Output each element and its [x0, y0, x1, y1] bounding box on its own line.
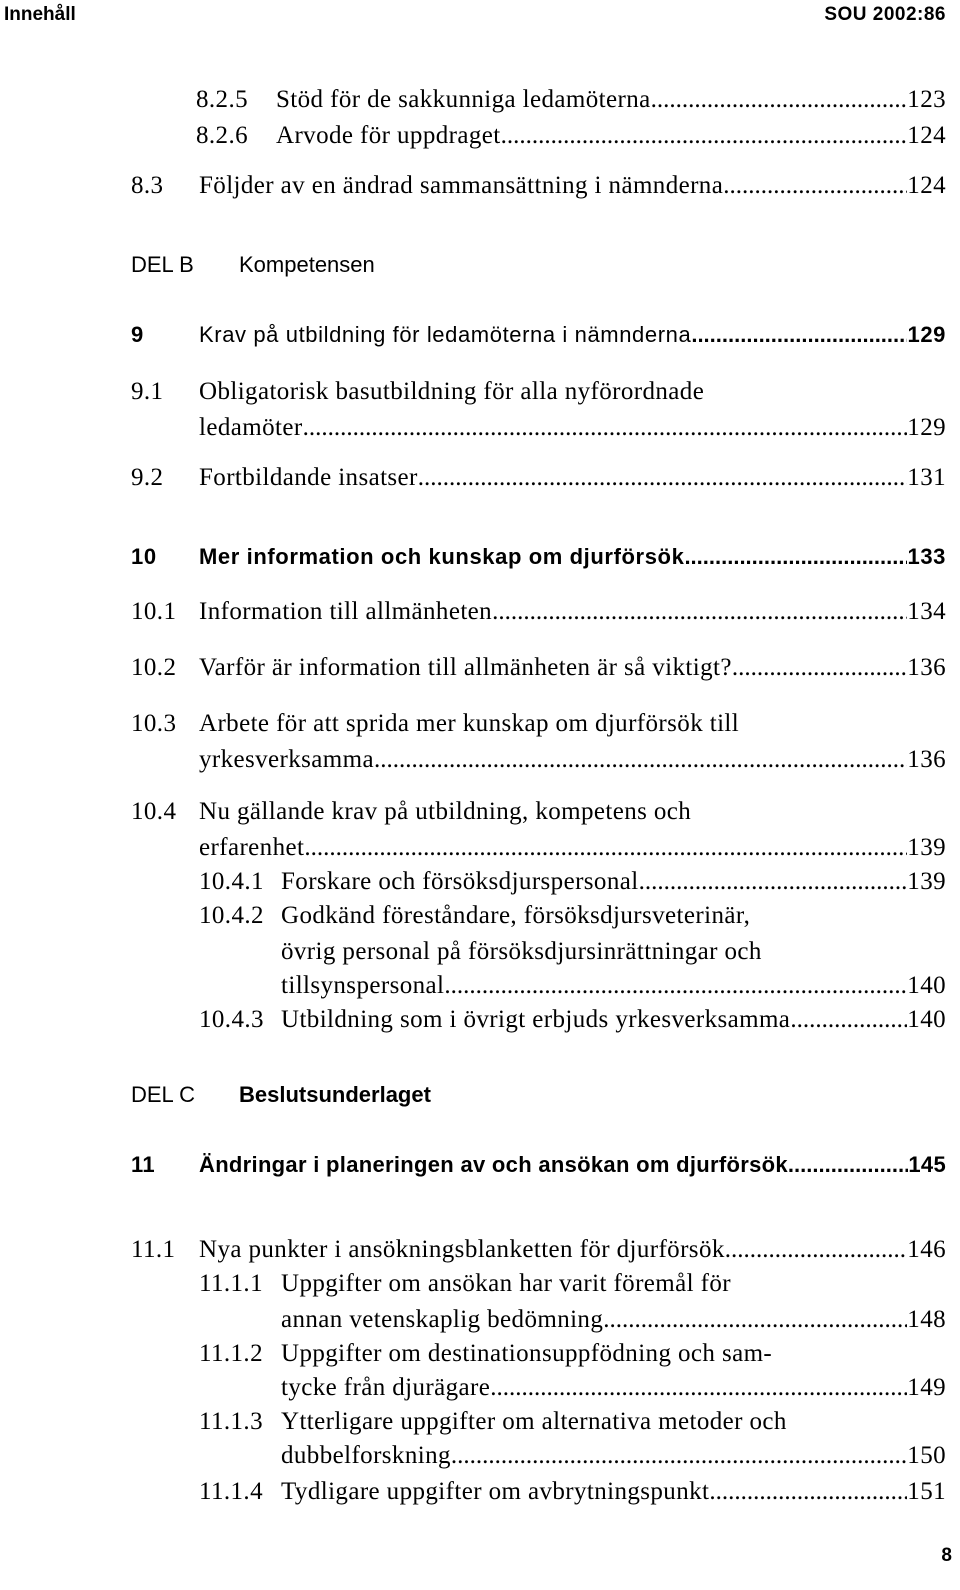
toc-entry-9-2[interactable]: [131, 464, 946, 492]
toc-number: 9.1: [131, 378, 164, 405]
toc-page: 136: [907, 654, 946, 681]
part-title: Beslutsunderlaget: [239, 1082, 431, 1107]
toc-title: Ytterligare uppgifter om alternativa metoder och: [281, 1408, 787, 1435]
toc-page: 129: [907, 322, 946, 347]
toc-entry-10-4-cont[interactable]: [199, 834, 946, 862]
toc-number: 10.4.2: [199, 902, 264, 929]
toc-entry-10-3-cont[interactable]: [199, 746, 946, 774]
toc-leader: [501, 122, 908, 150]
toc-page: 123: [907, 86, 946, 113]
toc-entry-8-2-6[interactable]: [196, 122, 946, 150]
toc-number: 9.2: [131, 464, 164, 491]
toc-number: 11.1.4: [199, 1478, 263, 1505]
toc-entry-10-4-2[interactable]: [199, 902, 750, 930]
part-heading-b: [131, 252, 375, 278]
toc-title: Information till allmänheten: [199, 598, 493, 625]
toc-title: Krav på utbildning för ledamöterna i nämnderna: [199, 322, 692, 347]
toc-title: Uppgifter om destinationsuppfödning och sam-: [281, 1340, 773, 1367]
toc-page: 148: [907, 1306, 946, 1333]
toc-leader: [709, 1478, 907, 1506]
toc-number: 10.3: [131, 710, 177, 737]
toc-leader: [451, 1442, 907, 1470]
toc-leader: [684, 544, 907, 570]
toc-leader: [490, 1374, 907, 1402]
toc-page: 131: [907, 464, 946, 491]
toc-leader: [304, 834, 907, 862]
toc-title-continued: dubbelforskning: [281, 1442, 451, 1469]
part-heading-c: [131, 1082, 431, 1108]
toc-title: Varför är information till allmänheten är så viktigt?: [199, 654, 732, 681]
part-label: DEL C: [131, 1082, 195, 1107]
toc-leader: [723, 172, 907, 200]
toc-leader: [492, 598, 907, 626]
toc-page: 149: [907, 1374, 946, 1401]
toc-title: Mer information och kunskap om djurförsök: [199, 544, 685, 569]
toc-page: 151: [907, 1478, 946, 1505]
toc-title: Forskare och försöksdjurspersonal: [281, 868, 639, 895]
toc-title: Arbete för att sprida mer kunskap om djurförsök till: [199, 710, 740, 737]
toc-leader: [418, 464, 908, 492]
toc-leader: [790, 1006, 907, 1034]
toc-page: 129: [907, 414, 946, 441]
toc-title: Stöd för de sakkunniga ledamöterna: [276, 86, 651, 113]
toc-entry-11-1-4[interactable]: [199, 1478, 946, 1506]
toc-page: 139: [907, 834, 946, 861]
toc-title: Arvode för uppdraget: [276, 122, 501, 149]
toc-entry-10-4[interactable]: [131, 798, 691, 826]
toc-leader: [788, 1152, 908, 1178]
toc-entry-10-2[interactable]: [131, 654, 946, 682]
toc-title: Följder av en ändrad sammansättning i nämnderna: [199, 172, 724, 199]
toc-number: 8.2.6: [196, 122, 248, 149]
toc-page: 134: [907, 598, 946, 625]
toc-chapter-11[interactable]: [131, 1152, 946, 1178]
toc-leader: [732, 654, 907, 682]
toc-title: Godkänd föreståndare, försöksdjursveterinär,: [281, 902, 751, 929]
toc-page: 140: [907, 972, 946, 999]
toc-page: 124: [907, 122, 946, 149]
toc-entry-10-1[interactable]: [131, 598, 946, 626]
toc-title: Fortbildande insatser: [199, 464, 418, 491]
page-number: 8: [941, 1545, 952, 1566]
toc-title-continued: yrkesverksamma: [199, 746, 374, 773]
toc-entry-10-4-1[interactable]: [199, 868, 946, 896]
toc-number: 11.1: [131, 1236, 176, 1263]
toc-number: 8.3: [131, 172, 164, 199]
toc-leader: [651, 86, 908, 114]
toc-number: 11.1.1: [199, 1270, 263, 1297]
toc-entry-9-1[interactable]: [131, 378, 704, 406]
toc-chapter-9[interactable]: [131, 322, 946, 348]
toc-page: 133: [907, 544, 946, 569]
toc-number: 10.4: [131, 798, 177, 825]
part-label: DEL B: [131, 252, 194, 277]
toc-number: 9: [131, 322, 144, 347]
toc-entry-10-3[interactable]: [131, 710, 739, 738]
toc-title: Utbildning som i övrigt erbjuds yrkesverksamma: [281, 1006, 791, 1033]
toc-page: 140: [907, 1006, 946, 1033]
toc-page: 136: [907, 746, 946, 773]
toc-entry-11-1-1[interactable]: [199, 1270, 731, 1298]
toc-number: 11.1.3: [199, 1408, 263, 1435]
toc-entry-8-2-5[interactable]: [196, 86, 946, 114]
toc-title-continued: tillsynspersonal: [281, 972, 445, 999]
toc-title: Tydligare uppgifter om avbrytningspunkt: [281, 1478, 710, 1505]
toc-title-continued: erfarenhet: [199, 834, 305, 861]
header-document-id: SOU 2002:86: [824, 4, 946, 25]
toc-leader: [374, 746, 907, 774]
toc-number: 10.1: [131, 598, 177, 625]
toc-title: Uppgifter om ansökan har varit föremål för: [281, 1270, 731, 1297]
toc-page: 124: [907, 172, 946, 199]
toc-number: 10.4.3: [199, 1006, 264, 1033]
toc-entry-11-1-3-cont[interactable]: [281, 1442, 946, 1470]
toc-entry-10-4-2-cont2[interactable]: [281, 972, 946, 1000]
toc-title-continued: tycke från djurägare: [281, 1374, 491, 1401]
toc-entry-11-1-3[interactable]: [199, 1408, 787, 1436]
toc-entry-10-4-2-cont: övrig personal på försöksdjursinrättningar och: [281, 938, 762, 965]
toc-title: Ändringar i planeringen av och ansökan om djurförsök: [199, 1152, 788, 1177]
toc-entry-10-4-3[interactable]: [199, 1006, 946, 1034]
toc-page: 145: [908, 1152, 946, 1177]
toc-number: 10: [131, 544, 157, 569]
toc-title: Nya punkter i ansökningsblanketten för djurförsök: [199, 1236, 725, 1263]
toc-entry-11-1-2[interactable]: [199, 1340, 772, 1368]
toc-number: 11: [131, 1152, 155, 1177]
header-section-label: Innehåll: [4, 4, 76, 25]
toc-entry-11-1-1-cont[interactable]: [281, 1306, 946, 1334]
toc-number: 11.1.2: [199, 1340, 263, 1367]
toc-title-continued: annan vetenskaplig bedömning: [281, 1306, 604, 1333]
toc-leader: [691, 322, 907, 348]
toc-page: 139: [907, 868, 946, 895]
toc-entry-11-1-2-cont[interactable]: [281, 1374, 946, 1402]
toc-leader: [303, 414, 908, 442]
toc-entry-8-3[interactable]: [131, 172, 946, 200]
toc-title: Obligatorisk basutbildning för alla nyförordnade: [199, 378, 705, 405]
toc-title: Nu gällande krav på utbildning, kompetens och: [199, 798, 692, 825]
toc-entry-11-1[interactable]: [131, 1236, 946, 1264]
toc-leader: [444, 972, 907, 1000]
toc-leader: [603, 1306, 907, 1334]
toc-chapter-10[interactable]: [131, 544, 946, 570]
toc-number: 8.2.5: [196, 86, 248, 113]
toc-page: 150: [907, 1442, 946, 1469]
toc-title-continued: ledamöter: [199, 414, 303, 441]
toc-number: 10.2: [131, 654, 177, 681]
toc-number: 10.4.1: [199, 868, 264, 895]
page-header: [0, 0, 960, 34]
toc-entry-9-1-cont[interactable]: [199, 414, 946, 442]
part-title: Kompetensen: [239, 252, 375, 277]
toc-leader: [725, 1236, 908, 1264]
toc-leader: [639, 868, 908, 896]
toc-page: 146: [907, 1236, 946, 1263]
